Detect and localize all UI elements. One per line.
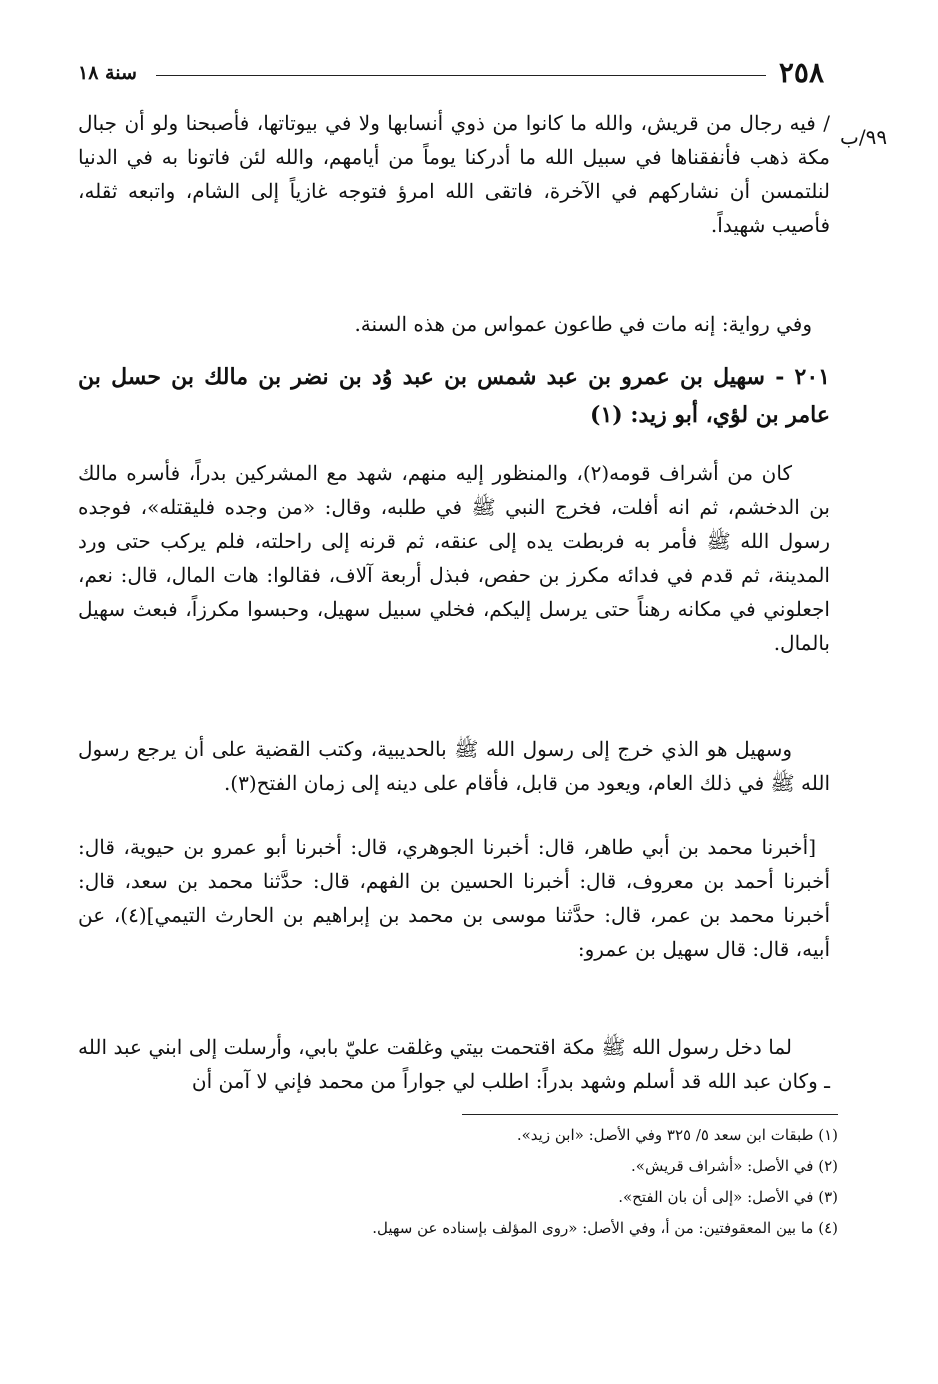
footnote-2: (٢) في الأصل: «أشراف قريش». xyxy=(631,1157,838,1175)
header-rule xyxy=(156,75,766,76)
paragraph-2: وفي رواية: إنه مات في طاعون عمواس من هذه السنة. xyxy=(354,312,812,336)
footnotes xyxy=(78,1120,838,1244)
entry-paragraph-1: كان من أشراف قومه(٢)، والمنظور إليه منهم، شهد مع المشركين بدراً، فأسره مالك بن الدخشم، ثم انه أفلت، فخرج النبي ﷺ في طلبه، وقال: «من وجده فليقتله»، فوجده رسول الله ﷺ فأمر به فربطت يده إلى عنقه، ثم قرنه إلى راحلته، فلم يركب حتى ورد المدينة، ثم قدم في فدائه مكرز بن حفص، فبذل أربعة آلاف، فقالوا: هات المال، قال: نعم، اجعلوني في مكانه رهناً حتى يرسل إليكم، فخلي سبيل سهيل، وحبسوا مكرزاً، فبعث سهيل بالمال. xyxy=(78,461,830,655)
entry-paragraph-2: وسهيل هو الذي خرج إلى رسول الله ﷺ بالحديبية، وكتب القضية على أن يرجع رسول الله ﷺ في ذلك العام، ويعود من قابل، فأقام على دينه إلى زمان الفتح(٣). xyxy=(78,737,830,795)
footnote-4: (٤) ما بين المعقوفتين: من أ، وفي الأصل: «روى المؤلف بإسناده عن سهيل. xyxy=(372,1219,838,1237)
entry-paragraph-4: لما دخل رسول الله ﷺ مكة اقتحمت بيتي وغلقت عليّ بابي، وأرسلت إلى ابني عبد الله ـ وكان عبد الله قد أسلم وشهد بدراً: اطلب لي جواراً من محمد فإني لا آمن أن xyxy=(78,1035,830,1093)
entry-heading: ٢٠١ - سهيل بن عمرو بن عبد شمس بن عبد وُد بن نضر بن مالك بن حسل بن عامر بن لؤي، أبو زيد: (١) xyxy=(78,364,830,428)
running-head: سنة ١٨ xyxy=(78,62,137,84)
margin-folio-note: ٩٩/ب xyxy=(840,125,888,149)
page-number: ٢٥٨ xyxy=(778,56,824,89)
entry-paragraph-3: [أخبرنا محمد بن أبي طاهر، قال: أخبرنا الجوهري، قال: أخبرنا أبو عمرو بن حيوية، قال: أخبرنا أحمد بن معروف، قال: أخبرنا الحسين بن الفهم، قال: حدَّثنا محمد بن سعد، قال: أخبرنا محمد بن عمر، قال: حدَّثنا موسى بن محمد بن إبراهيم بن الحارث التيمي](٤)، عن أبيه، قال: قال سهيل بن عمرو: xyxy=(78,835,830,961)
paragraph-1: / فيه رجال من قريش، والله ما كانوا من ذوي أنسابها ولا في بيوتاتها، فأصبحنا ولو أن جبال مكة ذهب فأنفقناها في سبيل الله ما أدركنا يوماً من أيامهم، والله لئن فاتونا به في الدنيا لنلتمسن أن نشاركهم في الآخرة، فاتقى الله امرؤ فتوجه غازياً إلى الشام، واتبعه ثقله، فأصيب شهيداً. xyxy=(78,111,830,237)
page-header xyxy=(78,56,824,100)
footnote-3: (٣) في الأصل: «إلى أن بان الفتح». xyxy=(618,1188,838,1206)
footnote-rule xyxy=(462,1114,838,1115)
footnote-1: (١) طبقات ابن سعد ٥/ ٣٢٥ وفي الأصل: «ابن زيد». xyxy=(516,1126,838,1144)
